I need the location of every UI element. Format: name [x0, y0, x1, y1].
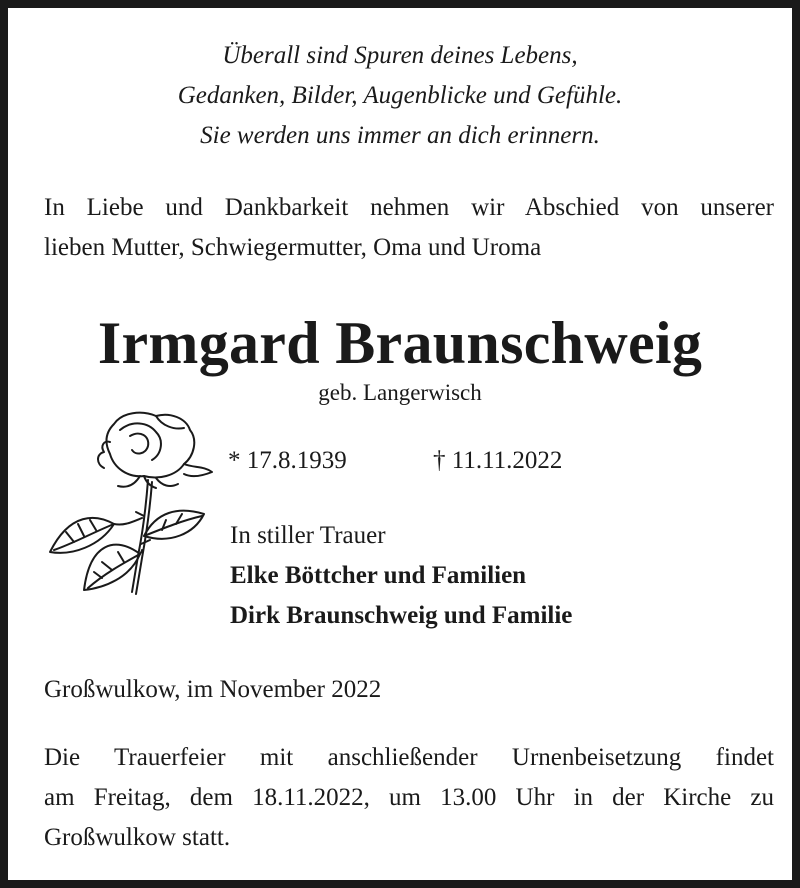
intro-line: lieben Mutter, Schwiegermutter, Oma und Uroma — [44, 234, 542, 261]
mourners-block — [230, 516, 572, 636]
poem-line: Überall sind Spuren deines Lebens, — [222, 42, 578, 69]
poem-line: Sie werden uns immer an dich erinnern. — [200, 122, 600, 149]
deceased-name: Irmgard Braunschweig — [97, 310, 703, 376]
memorial-poem — [16, 36, 784, 156]
funeral-service-notice — [44, 738, 774, 858]
poem-line: Gedanken, Bilder, Augenblicke und Gefühle. — [177, 82, 623, 109]
service-line: am Freitag, dem 18.11.2022, um 13.00 Uhr in der Kirche zu — [44, 784, 774, 811]
mourner-name: Dirk Braunschweig und Familie — [230, 602, 573, 629]
death-date: † 11.11.2022 — [433, 447, 563, 474]
birth-name: geb. Langerwisch — [318, 380, 482, 405]
mourner-name: Elke Böttcher und Familien — [230, 562, 527, 589]
rose-icon — [44, 406, 220, 596]
intro-line: In Liebe und Dankbarkeit nehmen wir Abschied von unserer — [44, 194, 774, 221]
mourners-heading: In stiller Trauer — [230, 522, 386, 549]
service-line: Die Trauerfeier mit anschließender Urnenbeisetzung findet — [44, 744, 774, 771]
service-line: Großwulkow statt. — [44, 824, 231, 851]
farewell-intro — [44, 188, 774, 268]
place-date: Großwulkow, im November 2022 — [44, 676, 382, 703]
birth-date: * 17.8.1939 — [228, 447, 347, 474]
